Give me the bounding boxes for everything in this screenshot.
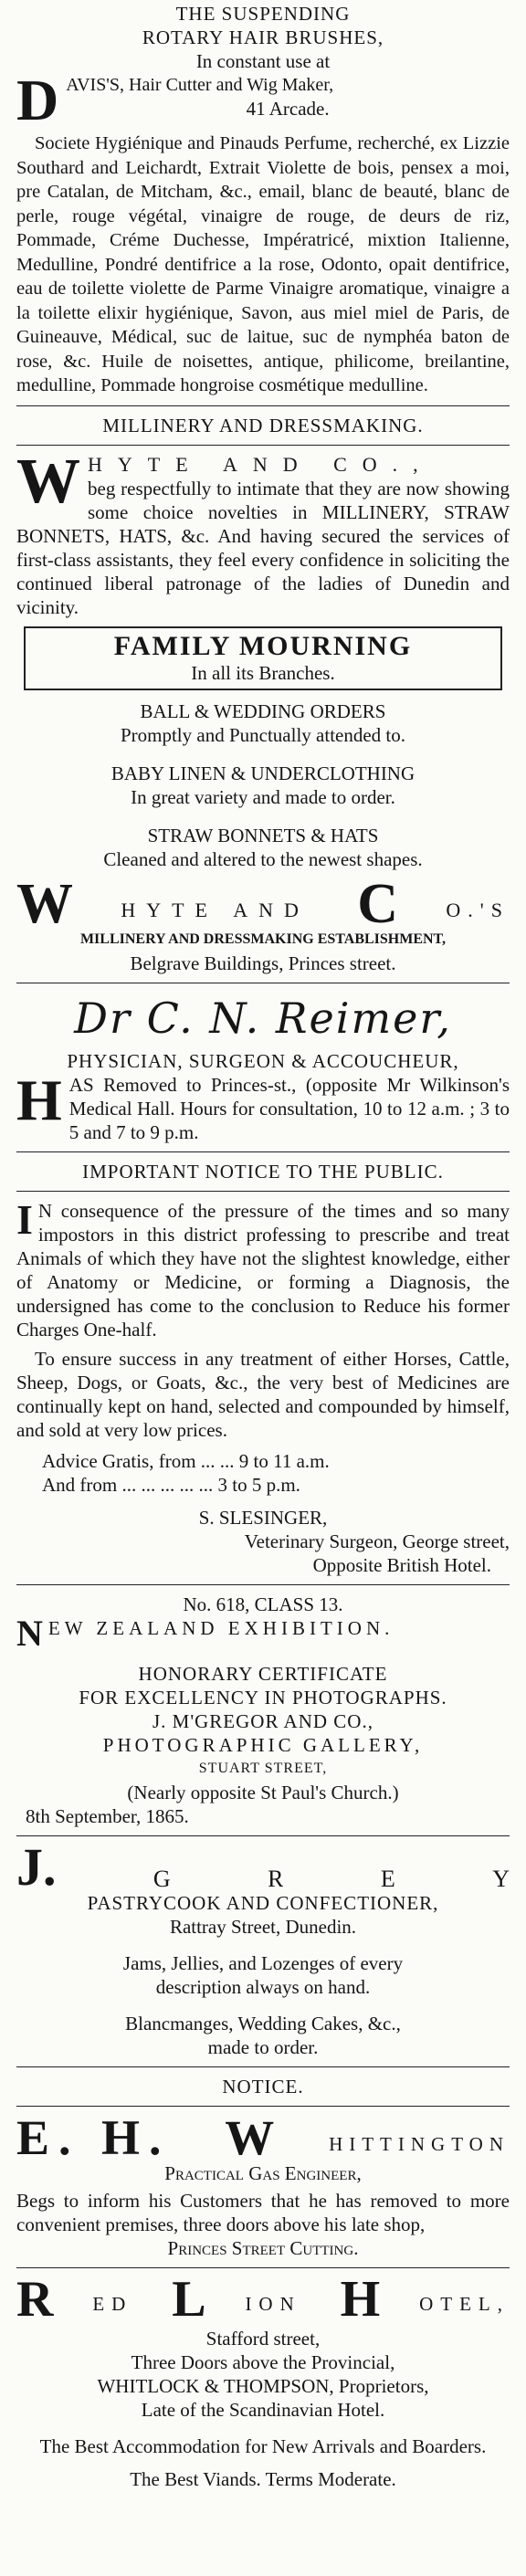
firm-name: HYTE AND CO., (88, 452, 434, 476)
photography-ad (16, 1593, 510, 1828)
veterinary-ad (16, 1160, 510, 1577)
divider (16, 1151, 510, 1152)
proprietors-note: Late of the Scandinavian Hotel. (141, 2398, 385, 2421)
name-banner (16, 2270, 510, 2328)
divider (16, 405, 510, 406)
business-address: 41 Arcade. (246, 98, 330, 120)
gallery-location: (Nearly opposite St Paul's Church.) (127, 1781, 399, 1803)
divider (16, 445, 510, 446)
business-title: PASTRYCOOK AND CONFECTIONER, (87, 1891, 439, 1914)
hours-line: And from ... ... ... ... ... 3 to 5 p.m. (42, 1473, 300, 1496)
proprietors: WHITLOCK & THOMPSON, Proprietors, (97, 2374, 429, 2397)
sig-initial: W (16, 872, 73, 935)
signatory-role: Veterinary Surgeon, George street, (244, 1530, 510, 1552)
sig-text: HYTE AND (121, 898, 310, 921)
ad-body: To ensure success in any treatment of either Horses, Cattle, Sheep, Dogs, or Goats, &c., the very best of Medicines are continually kept on hand, selected and compounded by himself, and sold at very low prices. (16, 1347, 510, 1441)
initial-w: W (225, 2109, 275, 2165)
hair-brushes-ad (16, 0, 510, 398)
ad-body-line: Blancmanges, Wedding Cakes, &c., (125, 2012, 401, 2035)
ad-heading: ROTARY HAIR BRUSHES, (142, 26, 384, 48)
ad-heading: PHYSICIAN, SURGEON & ACCOUCHEUR, (67, 1049, 459, 1072)
section-title: BALL & WEDDING ORDERS (140, 699, 386, 722)
location-line: Princes Street Cutting. (167, 2236, 359, 2259)
ad-body: beg respectfully to intimate that they are now showing some choice novelties in MILLINERY, STRAW BONNETS, HATS, &c. And having secured the services of first-class assistants, they feel every confidence in soliciting the continued liberal patronage of the ladies of Dunedin and vicinity. (16, 477, 510, 618)
ad-date: 8th September, 1865. (26, 1804, 189, 1827)
gas-engineer-ad (16, 2075, 510, 2260)
ad-heading: MILLINERY AND DRESSMAKING. (102, 414, 424, 436)
ad-body-line: made to order. (207, 2035, 319, 2058)
pastrycook-ad (16, 1836, 510, 2059)
surname: HITTINGTON (329, 2132, 510, 2155)
firm-name: J. M'GREGOR AND CO., (153, 1709, 373, 1732)
signatory-address: Opposite British Hotel. (312, 1553, 491, 1576)
millinery-ad (16, 414, 510, 975)
ad-body: The Best Accommodation for New Arrivals and Boarders. (39, 2434, 487, 2457)
hours-line: Advice Gratis, from ... ... 9 to 11 a.m. (42, 1449, 330, 1472)
hotel-ad (16, 2270, 510, 2491)
initial: H (340, 2270, 381, 2328)
divider (16, 2066, 510, 2067)
ad-subheading: In constant use at (195, 50, 331, 72)
address-line: Belgrave Buildings, Princes street. (130, 952, 396, 974)
hotel-street: Stafford street, (205, 2327, 321, 2350)
hotel-location: Three Doors above the Provincial, (131, 2350, 395, 2373)
divider (16, 1835, 510, 1836)
ad-body-line: The Best Viands. Terms Moderate. (130, 2467, 396, 2490)
name-letter: E (380, 1866, 395, 1891)
business-name: AVIS'S, Hair Cutter and Wig Maker, (66, 75, 334, 95)
establishment-line: MILLINERY AND DRESSMAKING ESTABLISHMENT, (79, 931, 447, 947)
drop-cap: D (16, 73, 59, 126)
ad-heading: THE SUSPENDING (175, 3, 351, 25)
section-subtitle: Promptly and Punctually attended to. (120, 723, 406, 746)
box-title: FAMILY MOURNING (113, 630, 413, 661)
word-part: OTEL, (419, 2292, 510, 2315)
ad-body: N consequence of the pressure of the times and so many impostors in this district professing to prescribe and treat Animals of which they have not the slightest knowledge, either of Anatomy or Medicine, or forming a Diagnosis, the undersigned has come to the conclusion to Reduce his former Charges One-half. (16, 1199, 510, 1341)
section-title: BABY LINEN & UNDERCLOTHING (110, 762, 416, 784)
business-address: Rattray Street, Dunedin. (169, 1915, 357, 1938)
ad-body: Societe Hygiénique and Pinauds Perfume, recherché, ex Lizzie Southard and Leichardt, Extrait Violette de bois, pensex a moi, pre Catalan, de Mitcham, &c., email, blanc de beauté, blanc de perle, rouge végétal, vinaigre de rouge, de deurs de riz, Pommade, Créme Duchesse, Impératricé, mixtion Italienne, Medulline, Pondré dentifrice a la rose, Odonto, opait dentifrice, eau de toilette violette de Parme Vinaigre aromatique, vinaigre a la toilette elixir hygiénique, Savon, aus miel miel de Paris, de Guineauve, Médical, suc de laitue, suc de nymphéa baton de rose, &c. Huile de noisettes, antique, philicome, breilantine, medulline, Pommade hongroise cosmétique medulline. (16, 133, 510, 395)
initial-j: J. (16, 1836, 57, 1897)
box-subtitle: In all its Branches. (191, 661, 335, 684)
certificate-heading: FOR EXCELLENCY IN PHOTOGRAPHS. (79, 1686, 447, 1709)
initials: E. H. (16, 2109, 171, 2165)
section-title: STRAW BONNETS & HATS (147, 824, 379, 846)
ad-heading: NOTICE. (222, 2075, 304, 2098)
ad-body-line: description always on hand. (155, 1975, 371, 1998)
class-line: No. 618, CLASS 13. (183, 1593, 343, 1615)
name-banner (16, 1836, 510, 1897)
drop-cap: I (16, 1198, 33, 1243)
divider (16, 2106, 510, 2107)
gallery-name: PHOTOGRAPHIC GALLERY, (102, 1733, 424, 1756)
sig-initial: C (357, 872, 399, 935)
word-part: ION (245, 2292, 301, 2315)
name-letter: Y (492, 1866, 510, 1891)
word-part: ED (92, 2292, 133, 2315)
drop-cap: H (16, 1072, 62, 1132)
mourning-box (24, 626, 502, 690)
divider (16, 1191, 510, 1192)
divider (16, 2267, 510, 2268)
name-letter: G (153, 1866, 171, 1891)
physician-ad (16, 991, 510, 1144)
ad-body-line: Jams, Jellies, and Lozenges of every (122, 1951, 404, 1974)
drop-cap: W (16, 452, 80, 517)
script-name: Dr C. N. Reimer, (74, 993, 452, 1043)
trade-title: Practical Gas Engineer, (164, 2161, 362, 2184)
section-subtitle: Cleaned and altered to the newest shapes. (103, 847, 423, 870)
signatory-name: S. SLESINGER, (198, 1506, 328, 1529)
divider (16, 1584, 510, 1585)
initial: L (172, 2270, 206, 2328)
drop-cap: N (16, 1615, 43, 1649)
name-banner (16, 2109, 510, 2165)
section-subtitle: In great variety and made to order. (131, 785, 395, 808)
certificate-heading: HONORARY CERTIFICATE (138, 1662, 388, 1685)
ad-heading: IMPORTANT NOTICE TO THE PUBLIC. (82, 1160, 444, 1183)
ad-body: AS Removed to Princes-st., (opposite Mr Wilkinson's Medical Hall. Hours for consultation, 10 to 12 a.m. ; 3 to 5 and 7 to 9 p.m. (68, 1073, 510, 1143)
exhibition-title: EW ZEALAND EXHIBITION. (47, 1616, 394, 1639)
sig-text: O.'S (446, 898, 510, 921)
gallery-street: STUART STREET, (198, 1760, 328, 1776)
signature-line (16, 872, 510, 935)
name-letter: R (268, 1866, 284, 1891)
initial: R (16, 2270, 54, 2328)
ad-body: Begs to inform his Customers that he has removed to more convenient premises, three doors above his late shop, (16, 2189, 510, 2235)
